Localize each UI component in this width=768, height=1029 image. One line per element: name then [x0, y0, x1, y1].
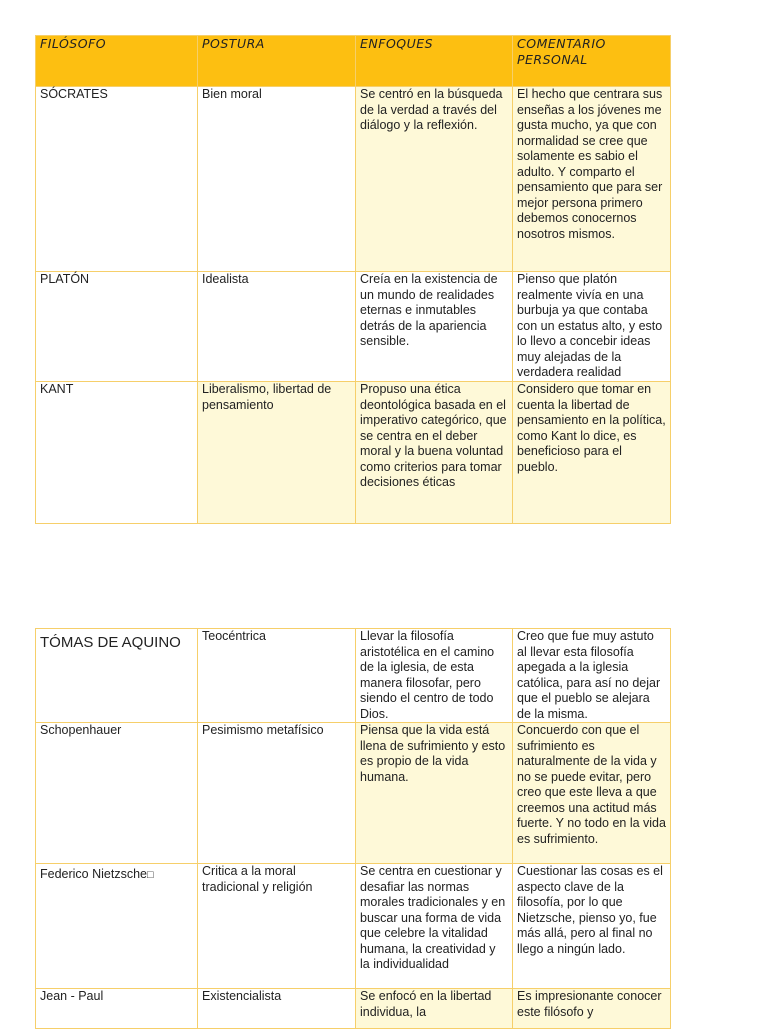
- postura-cell: Teocéntrica: [198, 629, 356, 723]
- comentario-cell: Concuerdo con que el sufrimiento es naturalmente de la vida y no se puede evitar, pero creo que este lleva a que creemos una actitud más fuerte. Y no todo en la vida es sufrimiento.: [513, 723, 671, 864]
- philosophers-table-2: [35, 628, 671, 1029]
- table-row: [36, 382, 671, 524]
- philosopher-name: SÓCRATES: [36, 87, 198, 272]
- postura-cell: Existencialista: [198, 989, 356, 1029]
- philosopher-name: Federico Nietzsche□: [36, 864, 198, 989]
- philosophers-table-1: [35, 35, 671, 524]
- enfoque-cell: Piensa que la vida está llena de sufrimiento y esto es propio de la vida humana.: [356, 723, 513, 864]
- enfoque-cell: Propuso una ética deontológica basada en el imperativo categórico, que se centra en el deber moral y la buena voluntad como criterios para tomar decisiones éticas: [356, 382, 513, 524]
- philosopher-name: TÓMAS DE AQUINO: [36, 629, 198, 723]
- comentario-cell: Considero que tomar en cuenta la libertad de pensamiento en la política, como Kant lo dice, es beneficioso para el pueblo.: [513, 382, 671, 524]
- header-enfoques: ENFOQUES: [356, 36, 513, 87]
- table-row: [36, 272, 671, 382]
- header-filosofo: FILÓSOFO: [36, 36, 198, 87]
- enfoque-cell: Se centró en la búsqueda de la verdad a través del diálogo y la reflexión.: [356, 87, 513, 272]
- header-comentario: COMENTARIO PERSONAL: [513, 36, 671, 87]
- philosopher-name-text: Federico Nietzsche: [40, 867, 147, 881]
- comentario-cell: Pienso que platón realmente vivía en una burbuja ya que contaba con un estatus alto, y esto lo llevo a concebir ideas muy alejadas de la verdadera realidad: [513, 272, 671, 382]
- comentario-cell: Cuestionar las cosas es el aspecto clave de la filosofía, por lo que Nietzsche, pienso yo, fue más allá, pero al final no llego a ningún lado.: [513, 864, 671, 989]
- comentario-cell: Es impresionante conocer este filósofo y: [513, 989, 671, 1029]
- postura-cell: Idealista: [198, 272, 356, 382]
- comentario-cell: El hecho que centrara sus enseñas a los jóvenes me gusta mucho, ya que con normalidad se cree que solamente es sabio el adulto. Y comparto el pensamiento que para ser mejor persona primero debemos conocernos nosotros mismos.: [513, 87, 671, 272]
- header-postura: POSTURA: [198, 36, 356, 87]
- table-row: [36, 864, 671, 989]
- postura-cell: Liberalismo, libertad de pensamiento: [198, 382, 356, 524]
- table-row: [36, 87, 671, 272]
- table-header-row: [36, 36, 671, 87]
- philosopher-name: Schopenhauer: [36, 723, 198, 864]
- enfoque-cell: Se enfocó en la libertad individua, la: [356, 989, 513, 1029]
- table-row: [36, 723, 671, 864]
- philosopher-name: Jean - Paul: [36, 989, 198, 1029]
- philosopher-name: KANT: [36, 382, 198, 524]
- enfoque-cell: Creía en la existencia de un mundo de realidades eternas e inmutables detrás de la apariencia sensible.: [356, 272, 513, 382]
- table-row: [36, 989, 671, 1029]
- enfoque-cell: Llevar la filosofía aristotélica en el camino de la iglesia, de esta manera filosofar, pero siendo el centro de todo Dios.: [356, 629, 513, 723]
- postura-cell: Critica a la moral tradicional y religión: [198, 864, 356, 989]
- postura-cell: Pesimismo metafísico: [198, 723, 356, 864]
- table-row: [36, 629, 671, 723]
- postura-cell: Bien moral: [198, 87, 356, 272]
- comentario-cell: Creo que fue muy astuto al llevar esta filosofía apegada a la iglesia católica, para así no dejar que el pueblo se alejara de la misma.: [513, 629, 671, 723]
- philosopher-name: PLATÓN: [36, 272, 198, 382]
- enfoque-cell: Se centra en cuestionar y desafiar las normas morales tradicionales y en buscar una forma de vida que celebre la vitalidad humana, la creatividad y la individualidad: [356, 864, 513, 989]
